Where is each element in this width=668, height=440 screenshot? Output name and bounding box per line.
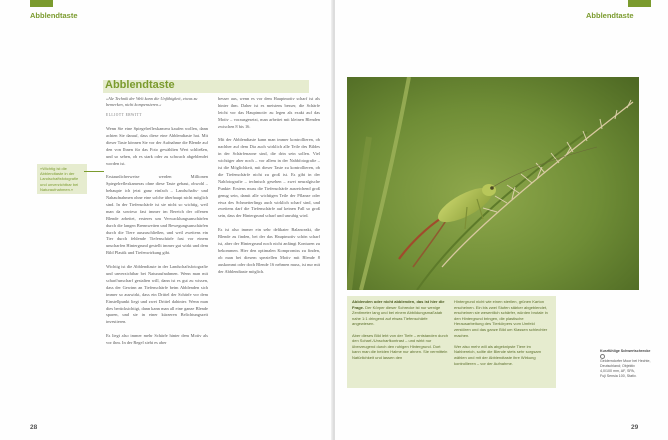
body-column-1 <box>106 126 208 354</box>
grasshopper-eye <box>490 186 494 190</box>
paragraph: besser aus, wenn es vor dem Hauptmotiv scharf ist als hinter ihm. Daher ist es meistens besser, die Schärfe leicht vor das Hauptmotiv zu legen als exakt auf das Motiv – vorausgesetzt, man arbeitet mit kleinen Blenden zwischen 8 bis 16. <box>218 96 320 129</box>
tech-line: Gelderndorfer Moor bei Hechte, <box>600 359 651 364</box>
caption-paragraph <box>352 299 449 327</box>
caption-lead: Abblenden oder nicht abblenden, das ist hier die Frage. <box>352 299 445 310</box>
pull-quote-connector <box>84 171 104 172</box>
chapter-tab <box>628 0 651 7</box>
caption-text: Der Körper dieser Schrecke ist nur wenige Zentimeter lang und bei einem Abbildungsmaßstab nahe 1:1 dringend auf etwas Tiefenschärfe angewiesen. <box>352 304 443 327</box>
epigraph-quote: »Ale Technik der Welt kann die Unfähigkeit, etwas zu bemerken, nicht kompensieren.« <box>106 96 198 107</box>
photo-background <box>347 77 639 290</box>
caption-paragraph <box>352 333 449 361</box>
chapter-tab <box>30 0 53 7</box>
running-head: Abblendtaste <box>30 11 78 20</box>
page-number: 29 <box>631 424 639 431</box>
tech-line: Fuji Sensia 100, Stativ. <box>600 373 637 378</box>
paragraph: Wichtig ist die Abblendtaste in der Landschaftsfotografie und unverzichtbar bei Naturaufnahmen. Wenn man mit scharf/unscharf gestalten will, dann ist es gut zu wissen, dass der Gewinn an Tiefenschärfe beim Abblenden sich immer so auswirkt, dass ein Drittel der Schärfe vor dem Einstellpunkt liegt und zwei Drittel dahinter. Wenn man dies berücksichtigt, dann kann man all eine ganze Blende sparen, und sie in einer kürzeren Belichtungszeit investieren. <box>106 264 208 325</box>
body-column-2 <box>218 96 320 282</box>
paragraph: Es ist also immer ein sehr delikater Balanceakt, die Blende zu finden, bei der das Hauptmotiv schön scharf ist, aber der Hintergrund noch nicht anfängt Konturen zu bekommen. Hier den optimalen Kompromiss zu finden, ob man bei diesem speziellen Motiv mit Blende 8 auskommt oder doch Blende 16 nehmen muss, ist nur mit der Abblendtaste möglich. <box>218 227 320 274</box>
caption-text: Hintergrund nicht wie einen sterilen, grünen Karton erscheinen. Ein bis zwei Stufen stärker abgeblendet, erscheinen sie wesentlich schärfer, würden brutale in den Hintergrund bringen, die plastische Herausarbeitung des Tierkörpers vom Umfeld zerstören und das ganze Bild um Klassen schlechter machen. <box>454 299 548 338</box>
caption-paragraph <box>454 299 552 338</box>
caption-paragraph <box>454 344 552 366</box>
circle-icon <box>600 354 605 359</box>
caption-column-2 <box>454 299 552 372</box>
grasshopper-head <box>482 184 496 196</box>
grasshopper-photo <box>347 77 639 290</box>
running-head: Abblendtaste <box>586 11 634 20</box>
paragraph: Erstaunlicherweise werden Millionen Spiegelreflexkameras ohne diese Taste gebaut, obwohl – behaupte ich jetzt ganz einfach – Landschafts- und Nahaufnahmen ohne eine solche überhaupt nicht möglich sind. In der Tiefenschärfe ist sie nicht so wichtig, weil man da sowieso fast immer im Bereich der offenen Blende arbeitet, ersteres um Verwacklungsunschärfen durch die langen Brennweiten und Bewegungsunschärfen durch die Tiere auszuschließen, und weil zweitens ein Tier durch fehlende Tiefenschärfe fast vor einem unscharfen Hintergrund gestellt immer gut wirkt und dem Bild Plastik und Tiefenwirkung gibt. <box>106 174 208 256</box>
pull-quote: »Wichtig ist die Abblendtaste in der Landschaftsfotografie und unverzichtbar bei Naturaufnahmen.« <box>37 164 87 194</box>
technical-data <box>600 349 652 379</box>
left-page <box>0 0 333 440</box>
page-title: Abblendtaste <box>105 79 175 91</box>
paragraph: Mit der Abblendtaste kann man immer kontrollieren, ob nachher auf dem Dia auch wirklich alle Teile des Bildes in der Schärfenzone sind, die drin sein sollen. Viel wichtiger aber noch – vor allem in der Nahbfotografie – ist die Möglichkeit, mit dieser Taste zu kontrollieren, ob die Tiefenschärfe nicht zu groß ist. Es gibt in der Nahfotografie – technisch gesehen – zwei neuralgische Punkte: Erstens muss die Tiefenschärfe ausreichend groß genug sein, damit alle wichtigen Teile der Pflanze oder etwa des Schmetterlings auch wirklich scharf sind, und zweitens darf die Tiefenschärfe auf keinen Fall so groß sein, dass der Hintergrund scharf und unruhig wird. <box>218 137 320 219</box>
caption-text: Aber dieses Bild lebt von der Tiefe – entstanden durch den Scharf-/Unscharfkontrast – und wirkt nur überzeugend durch den ruhigen Hintergrund. Dort kann man die beiden Halme nur ahnen. Sie vermitteln Natürlichkeit und lassen den <box>352 332 449 360</box>
tech-line: 4,0/100 mm, AF, SPA, <box>600 369 635 374</box>
tech-line: Deutschland; Objektiv <box>600 364 635 369</box>
caption-column-1 <box>352 299 449 366</box>
caption-text: Wer also mehr will als abgeknipste Tiere im Nahbereich, sollte die Blende stets sehr sorgsam wählen und mit der Abblendtaste ihre Wirkung kontrollieren – vor der Aufnahme. <box>454 343 541 366</box>
epigraph-author: ELLIOTT ERWITT <box>106 113 142 117</box>
paragraph: Es liegt also immer mehr Schärfe hinter dem Motiv als vor ihm. In der Regel sieht es aber <box>106 333 208 346</box>
species-name: Kurzfühlige Schwertschrecke <box>600 349 652 359</box>
paragraph: Wenn Sie eine Spiegelreflexkamera kaufen wollen, dann achten Sie darauf, dass diese eine Abblendtaste hat. Mit dieser Taste können Sie vor der Aufnahme die Blende auf den von Ihnen für das Foto gewählten Wert schließen, und so sehen, ob es stark oder zu schwach abgeblendet worden ist. <box>106 126 208 166</box>
page-number: 28 <box>30 424 38 431</box>
